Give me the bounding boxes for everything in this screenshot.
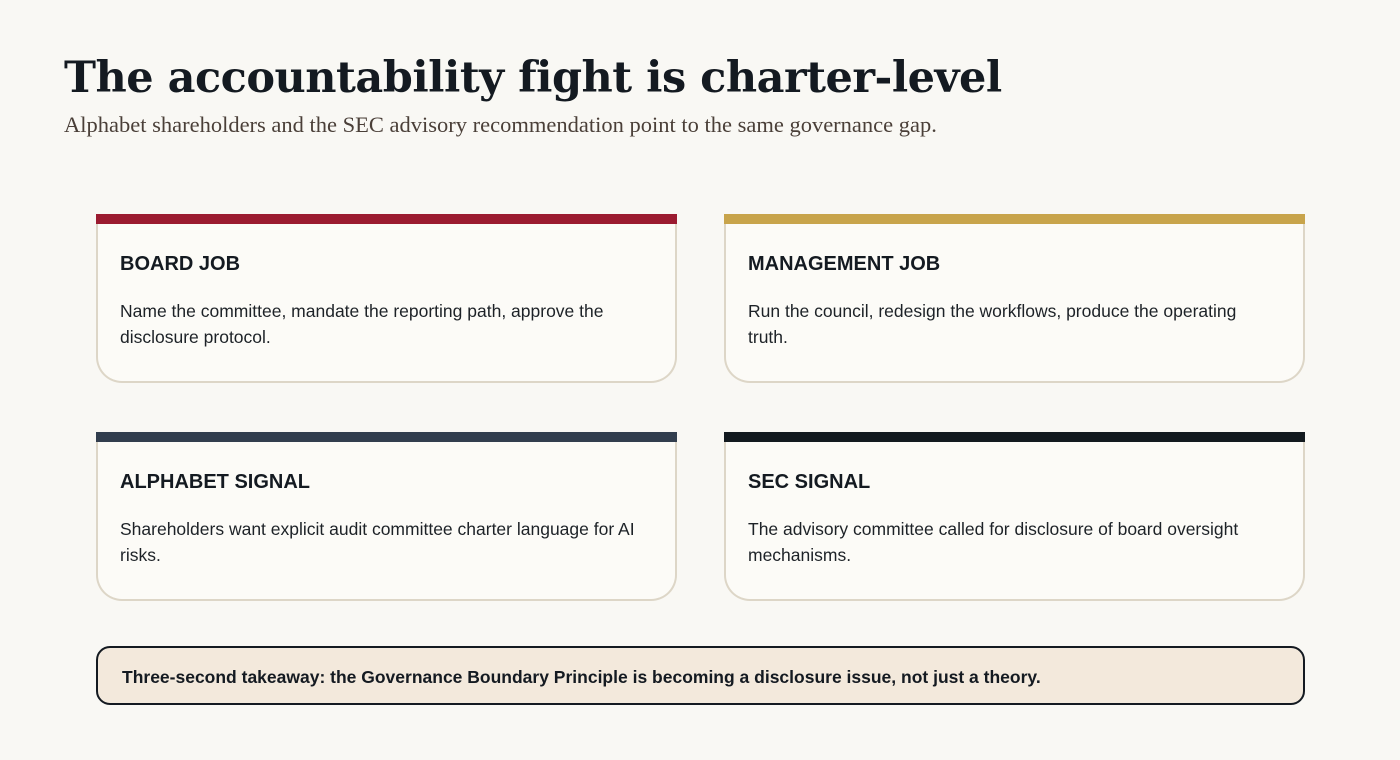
- card-board-job: [96, 214, 677, 383]
- takeaway-text: Three-second takeaway: the Governance Boundary Principle is becoming a disclosure issue, not just a theory.: [122, 667, 1041, 687]
- card-text: Run the council, redesign the workflows, produce the operating truth.: [748, 301, 1237, 347]
- card-text: The advisory committee called for disclosure of board oversight mechanisms.: [748, 519, 1239, 565]
- card-body-box: [724, 442, 1305, 601]
- card-management-job: [724, 214, 1305, 383]
- page-subtitle: Alphabet shareholders and the SEC advisory recommendation point to the same governance gap.: [64, 112, 937, 137]
- card-accent-bar: [724, 214, 1305, 224]
- page-title: The accountability fight is charter-level: [64, 53, 1002, 103]
- takeaway-callout: [96, 646, 1305, 705]
- card-accent-bar: [96, 432, 677, 442]
- card-alphabet-signal: [96, 432, 677, 601]
- card-heading: SEC SIGNAL: [748, 471, 871, 493]
- card-body-box: [96, 442, 677, 601]
- card-text: Name the committee, mandate the reporting path, approve the disclosure protocol.: [120, 301, 604, 347]
- card-heading: MANAGEMENT JOB: [748, 253, 941, 275]
- card-heading: BOARD JOB: [120, 253, 241, 275]
- card-body-box: [96, 224, 677, 383]
- card-accent-bar: [724, 432, 1305, 442]
- card-heading: ALPHABET SIGNAL: [120, 471, 310, 493]
- card-sec-signal: [724, 432, 1305, 601]
- card-body-box: [724, 224, 1305, 383]
- card-accent-bar: [96, 214, 677, 224]
- card-text: Shareholders want explicit audit committee charter language for AI risks.: [120, 519, 635, 565]
